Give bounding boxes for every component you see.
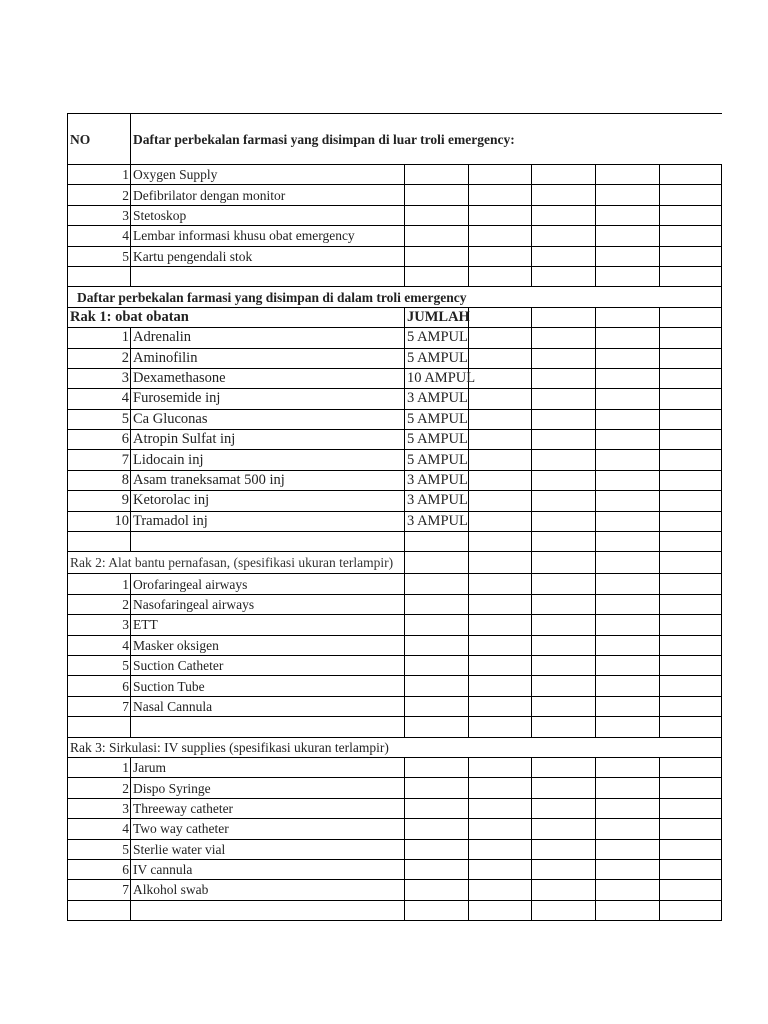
empty-cell <box>469 266 532 286</box>
empty-cell <box>596 717 660 737</box>
spreadsheet <box>67 113 661 921</box>
empty-cell <box>405 859 469 879</box>
empty-cell <box>596 491 660 511</box>
empty-cell <box>596 307 660 327</box>
empty-cell <box>68 532 131 552</box>
empty-cell <box>532 819 596 839</box>
empty-cell <box>469 409 532 429</box>
empty-cell <box>660 552 722 574</box>
empty-cell <box>596 839 660 859</box>
empty-cell <box>596 900 660 920</box>
empty-cell <box>131 266 405 286</box>
empty-cell <box>469 574 532 594</box>
empty-cell <box>596 676 660 696</box>
empty-cell <box>596 880 660 900</box>
empty-cell <box>532 594 596 614</box>
empty-cell <box>532 205 596 225</box>
item-name: Oxygen Supply <box>131 165 405 185</box>
item-number: 7 <box>68 880 131 900</box>
rak2-item-row <box>68 696 722 716</box>
item-quantity: 3 AMPUL <box>405 491 469 511</box>
empty-cell <box>469 511 532 531</box>
item-quantity: 3 AMPUL <box>405 511 469 531</box>
item-name: Masker oksigen <box>131 635 405 655</box>
empty-cell <box>469 246 532 266</box>
item-number: 5 <box>68 655 131 675</box>
empty-cell <box>68 266 131 286</box>
item-quantity: 5 AMPUL <box>405 430 469 450</box>
item-number: 2 <box>68 348 131 368</box>
empty-cell <box>596 226 660 246</box>
empty-cell <box>660 655 722 675</box>
empty-cell <box>532 226 596 246</box>
empty-cell <box>469 778 532 798</box>
empty-cell <box>660 819 722 839</box>
rak1-item-row <box>68 491 722 511</box>
item-number: 2 <box>68 594 131 614</box>
empty-cell <box>660 368 722 388</box>
item-name: Atropin Sulfat inj <box>131 430 405 450</box>
rak2-item-row <box>68 574 722 594</box>
empty-cell <box>660 594 722 614</box>
empty-cell <box>532 470 596 490</box>
blank-row <box>68 717 722 737</box>
item-number: 7 <box>68 450 131 470</box>
empty-cell <box>596 389 660 409</box>
empty-cell <box>405 246 469 266</box>
empty-cell <box>405 226 469 246</box>
item-name: Nasofaringeal airways <box>131 594 405 614</box>
item-name: Ketorolac inj <box>131 491 405 511</box>
empty-cell <box>469 348 532 368</box>
empty-cell <box>405 839 469 859</box>
item-name: Sterlie water vial <box>131 839 405 859</box>
empty-cell <box>596 511 660 531</box>
item-name: Stetoskop <box>131 205 405 225</box>
empty-cell <box>469 328 532 348</box>
empty-cell <box>469 450 532 470</box>
item-number: 3 <box>68 798 131 818</box>
empty-cell <box>532 574 596 594</box>
empty-cell <box>660 246 722 266</box>
item-number: 4 <box>68 389 131 409</box>
empty-cell <box>660 165 722 185</box>
empty-cell <box>660 574 722 594</box>
empty-cell <box>469 717 532 737</box>
empty-cell <box>405 676 469 696</box>
blank-row <box>68 266 722 286</box>
empty-cell <box>596 757 660 777</box>
empty-cell <box>596 819 660 839</box>
empty-cell <box>469 470 532 490</box>
rak2-item-row <box>68 615 722 635</box>
empty-cell <box>660 185 722 205</box>
rak1-item-row <box>68 430 722 450</box>
item-name: Kartu pengendali stok <box>131 246 405 266</box>
empty-cell <box>405 900 469 920</box>
item-name: Orofaringeal airways <box>131 574 405 594</box>
outside-item-row <box>68 205 722 225</box>
item-name: Adrenalin <box>131 328 405 348</box>
empty-cell <box>596 635 660 655</box>
empty-cell <box>469 205 532 225</box>
header-row <box>68 114 722 165</box>
item-number: 5 <box>68 246 131 266</box>
empty-cell <box>469 819 532 839</box>
empty-cell <box>469 389 532 409</box>
rak1-label: Rak 1: obat obatan <box>68 307 405 327</box>
rak2-label: Rak 2: Alat bantu pernafasan, (spesifikasi ukuran terlampir) <box>68 552 405 574</box>
empty-cell <box>660 778 722 798</box>
empty-cell <box>596 430 660 450</box>
empty-cell <box>532 491 596 511</box>
empty-cell <box>596 165 660 185</box>
empty-cell <box>469 615 532 635</box>
empty-cell <box>405 266 469 286</box>
empty-cell <box>469 839 532 859</box>
empty-cell <box>532 328 596 348</box>
empty-cell <box>469 307 532 327</box>
empty-cell <box>532 307 596 327</box>
empty-cell <box>532 635 596 655</box>
rak3-item-row <box>68 757 722 777</box>
empty-cell <box>532 266 596 286</box>
empty-cell <box>660 470 722 490</box>
blank-row <box>68 900 722 920</box>
item-name: Suction Catheter <box>131 655 405 675</box>
empty-cell <box>596 655 660 675</box>
outside-item-row <box>68 226 722 246</box>
rak3-item-row <box>68 880 722 900</box>
empty-cell <box>405 165 469 185</box>
empty-cell <box>532 552 596 574</box>
empty-cell <box>596 470 660 490</box>
empty-cell <box>660 328 722 348</box>
item-name: Dexamethasone <box>131 368 405 388</box>
rak1-item-row <box>68 409 722 429</box>
item-number: 1 <box>68 574 131 594</box>
inventory-table <box>67 113 722 921</box>
item-number: 3 <box>68 368 131 388</box>
empty-cell <box>532 900 596 920</box>
empty-cell <box>532 778 596 798</box>
outside-item-row <box>68 185 722 205</box>
empty-cell <box>660 348 722 368</box>
empty-cell <box>469 430 532 450</box>
item-name: Aminofilin <box>131 348 405 368</box>
empty-cell <box>68 900 131 920</box>
empty-cell <box>405 594 469 614</box>
empty-cell <box>532 246 596 266</box>
jumlah-header: JUMLAH <box>405 307 469 327</box>
rak1-item-row <box>68 368 722 388</box>
empty-cell <box>660 676 722 696</box>
empty-cell <box>532 430 596 450</box>
empty-cell <box>469 532 532 552</box>
empty-cell <box>660 798 722 818</box>
empty-cell <box>596 266 660 286</box>
empty-cell <box>469 165 532 185</box>
empty-cell <box>660 491 722 511</box>
empty-cell <box>660 900 722 920</box>
empty-cell <box>131 532 405 552</box>
empty-cell <box>405 778 469 798</box>
empty-cell <box>660 839 722 859</box>
item-quantity: 5 AMPUL <box>405 328 469 348</box>
rak2-item-row <box>68 594 722 614</box>
empty-cell <box>469 696 532 716</box>
rak2-header-row <box>68 552 722 574</box>
empty-cell <box>596 368 660 388</box>
empty-cell <box>532 839 596 859</box>
item-name: Alkohol swab <box>131 880 405 900</box>
empty-cell <box>596 409 660 429</box>
item-name: Lidocain inj <box>131 450 405 470</box>
empty-cell <box>532 532 596 552</box>
empty-cell <box>532 165 596 185</box>
empty-cell <box>405 819 469 839</box>
item-name: Furosemide inj <box>131 389 405 409</box>
empty-cell <box>405 532 469 552</box>
empty-cell <box>532 348 596 368</box>
item-number: 7 <box>68 696 131 716</box>
rak3-item-row <box>68 778 722 798</box>
rak3-item-row <box>68 839 722 859</box>
rak1-item-row <box>68 348 722 368</box>
empty-cell <box>405 205 469 225</box>
empty-cell <box>469 676 532 696</box>
item-name: Jarum <box>131 757 405 777</box>
empty-cell <box>532 880 596 900</box>
empty-cell <box>596 450 660 470</box>
empty-cell <box>596 246 660 266</box>
empty-cell <box>596 778 660 798</box>
empty-cell <box>596 185 660 205</box>
rak3-item-row <box>68 859 722 879</box>
rak1-item-row <box>68 511 722 531</box>
empty-cell <box>469 635 532 655</box>
blank-row <box>68 532 722 552</box>
rak3-label: Rak 3: Sirkulasi: IV supplies (spesifikasi ukuran terlampir) <box>68 737 722 757</box>
empty-cell <box>405 552 469 574</box>
item-number: 5 <box>68 409 131 429</box>
empty-cell <box>469 757 532 777</box>
empty-cell <box>469 798 532 818</box>
empty-cell <box>596 532 660 552</box>
item-number: 10 <box>68 511 131 531</box>
empty-cell <box>532 389 596 409</box>
empty-cell <box>532 655 596 675</box>
item-quantity: 3 AMPUL <box>405 470 469 490</box>
item-number: 8 <box>68 470 131 490</box>
empty-cell <box>532 859 596 879</box>
inside-title-row <box>68 287 722 307</box>
empty-cell <box>660 266 722 286</box>
item-number: 1 <box>68 328 131 348</box>
item-name: ETT <box>131 615 405 635</box>
empty-cell <box>532 717 596 737</box>
item-quantity: 10 AMPUL <box>405 368 469 388</box>
empty-cell <box>405 696 469 716</box>
item-number: 6 <box>68 859 131 879</box>
empty-cell <box>532 409 596 429</box>
empty-cell <box>405 635 469 655</box>
item-name: Dispo Syringe <box>131 778 405 798</box>
empty-cell <box>660 635 722 655</box>
item-number: 6 <box>68 676 131 696</box>
empty-cell <box>596 205 660 225</box>
rak1-item-row <box>68 450 722 470</box>
item-name: IV cannula <box>131 859 405 879</box>
empty-cell <box>532 450 596 470</box>
empty-cell <box>660 532 722 552</box>
empty-cell <box>660 717 722 737</box>
item-name: Defibrilator dengan monitor <box>131 185 405 205</box>
empty-cell <box>405 757 469 777</box>
item-number: 4 <box>68 635 131 655</box>
empty-cell <box>596 552 660 574</box>
empty-cell <box>596 594 660 614</box>
item-number: 3 <box>68 205 131 225</box>
empty-cell <box>660 450 722 470</box>
empty-cell <box>660 389 722 409</box>
empty-cell <box>469 226 532 246</box>
empty-cell <box>405 798 469 818</box>
empty-cell <box>660 409 722 429</box>
rak2-item-row <box>68 676 722 696</box>
empty-cell <box>596 328 660 348</box>
empty-cell <box>469 655 532 675</box>
empty-cell <box>532 798 596 818</box>
empty-cell <box>596 348 660 368</box>
empty-cell <box>532 368 596 388</box>
empty-cell <box>405 185 469 205</box>
empty-cell <box>405 574 469 594</box>
outside-item-row <box>68 246 722 266</box>
item-number: 1 <box>68 757 131 777</box>
item-name: Ca Gluconas <box>131 409 405 429</box>
empty-cell <box>469 859 532 879</box>
item-quantity: 3 AMPUL <box>405 389 469 409</box>
empty-cell <box>660 430 722 450</box>
item-name: Two way catheter <box>131 819 405 839</box>
item-name: Lembar informasi khusu obat emergency <box>131 226 405 246</box>
empty-cell <box>469 368 532 388</box>
empty-cell <box>596 574 660 594</box>
empty-cell <box>660 696 722 716</box>
empty-cell <box>469 594 532 614</box>
rak3-item-row <box>68 819 722 839</box>
rak1-item-row <box>68 470 722 490</box>
rak2-item-row <box>68 635 722 655</box>
empty-cell <box>660 226 722 246</box>
item-quantity: 5 AMPUL <box>405 450 469 470</box>
empty-cell <box>660 205 722 225</box>
empty-cell <box>469 491 532 511</box>
empty-cell <box>131 717 405 737</box>
empty-cell <box>532 185 596 205</box>
outside-list-title: Daftar perbekalan farmasi yang disimpan di luar troli emergency: <box>131 114 722 165</box>
item-number: 2 <box>68 778 131 798</box>
empty-cell <box>596 696 660 716</box>
empty-cell <box>469 880 532 900</box>
rak1-header-row <box>68 307 722 327</box>
empty-cell <box>596 859 660 879</box>
item-name: Tramadol inj <box>131 511 405 531</box>
empty-cell <box>660 757 722 777</box>
empty-cell <box>532 696 596 716</box>
empty-cell <box>405 655 469 675</box>
empty-cell <box>532 511 596 531</box>
empty-cell <box>405 615 469 635</box>
empty-cell <box>660 880 722 900</box>
empty-cell <box>660 511 722 531</box>
item-quantity: 5 AMPUL <box>405 409 469 429</box>
rak3-header-row <box>68 737 722 757</box>
empty-cell <box>131 900 405 920</box>
empty-cell <box>660 307 722 327</box>
empty-cell <box>532 615 596 635</box>
inside-list-title: Daftar perbekalan farmasi yang disimpan di dalam troli emergency <box>68 287 722 307</box>
item-number: 2 <box>68 185 131 205</box>
empty-cell <box>469 552 532 574</box>
item-name: Suction Tube <box>131 676 405 696</box>
item-number: 4 <box>68 226 131 246</box>
empty-cell <box>405 880 469 900</box>
empty-cell <box>405 717 469 737</box>
item-number: 4 <box>68 819 131 839</box>
rak3-item-row <box>68 798 722 818</box>
item-number: 1 <box>68 165 131 185</box>
rak1-item-row <box>68 389 722 409</box>
empty-cell <box>660 615 722 635</box>
empty-cell <box>596 798 660 818</box>
item-name: Nasal Cannula <box>131 696 405 716</box>
empty-cell <box>596 615 660 635</box>
empty-cell <box>532 757 596 777</box>
empty-cell <box>469 900 532 920</box>
empty-cell <box>469 185 532 205</box>
item-name: Asam traneksamat 500 inj <box>131 470 405 490</box>
item-number: 6 <box>68 430 131 450</box>
item-quantity: 5 AMPUL <box>405 348 469 368</box>
item-number: 5 <box>68 839 131 859</box>
no-header: NO <box>68 114 131 165</box>
empty-cell <box>532 676 596 696</box>
outside-item-row <box>68 165 722 185</box>
item-number: 3 <box>68 615 131 635</box>
empty-cell <box>660 859 722 879</box>
rak2-item-row <box>68 655 722 675</box>
rak1-item-row <box>68 328 722 348</box>
item-name: Threeway catheter <box>131 798 405 818</box>
item-number: 9 <box>68 491 131 511</box>
empty-cell <box>68 717 131 737</box>
